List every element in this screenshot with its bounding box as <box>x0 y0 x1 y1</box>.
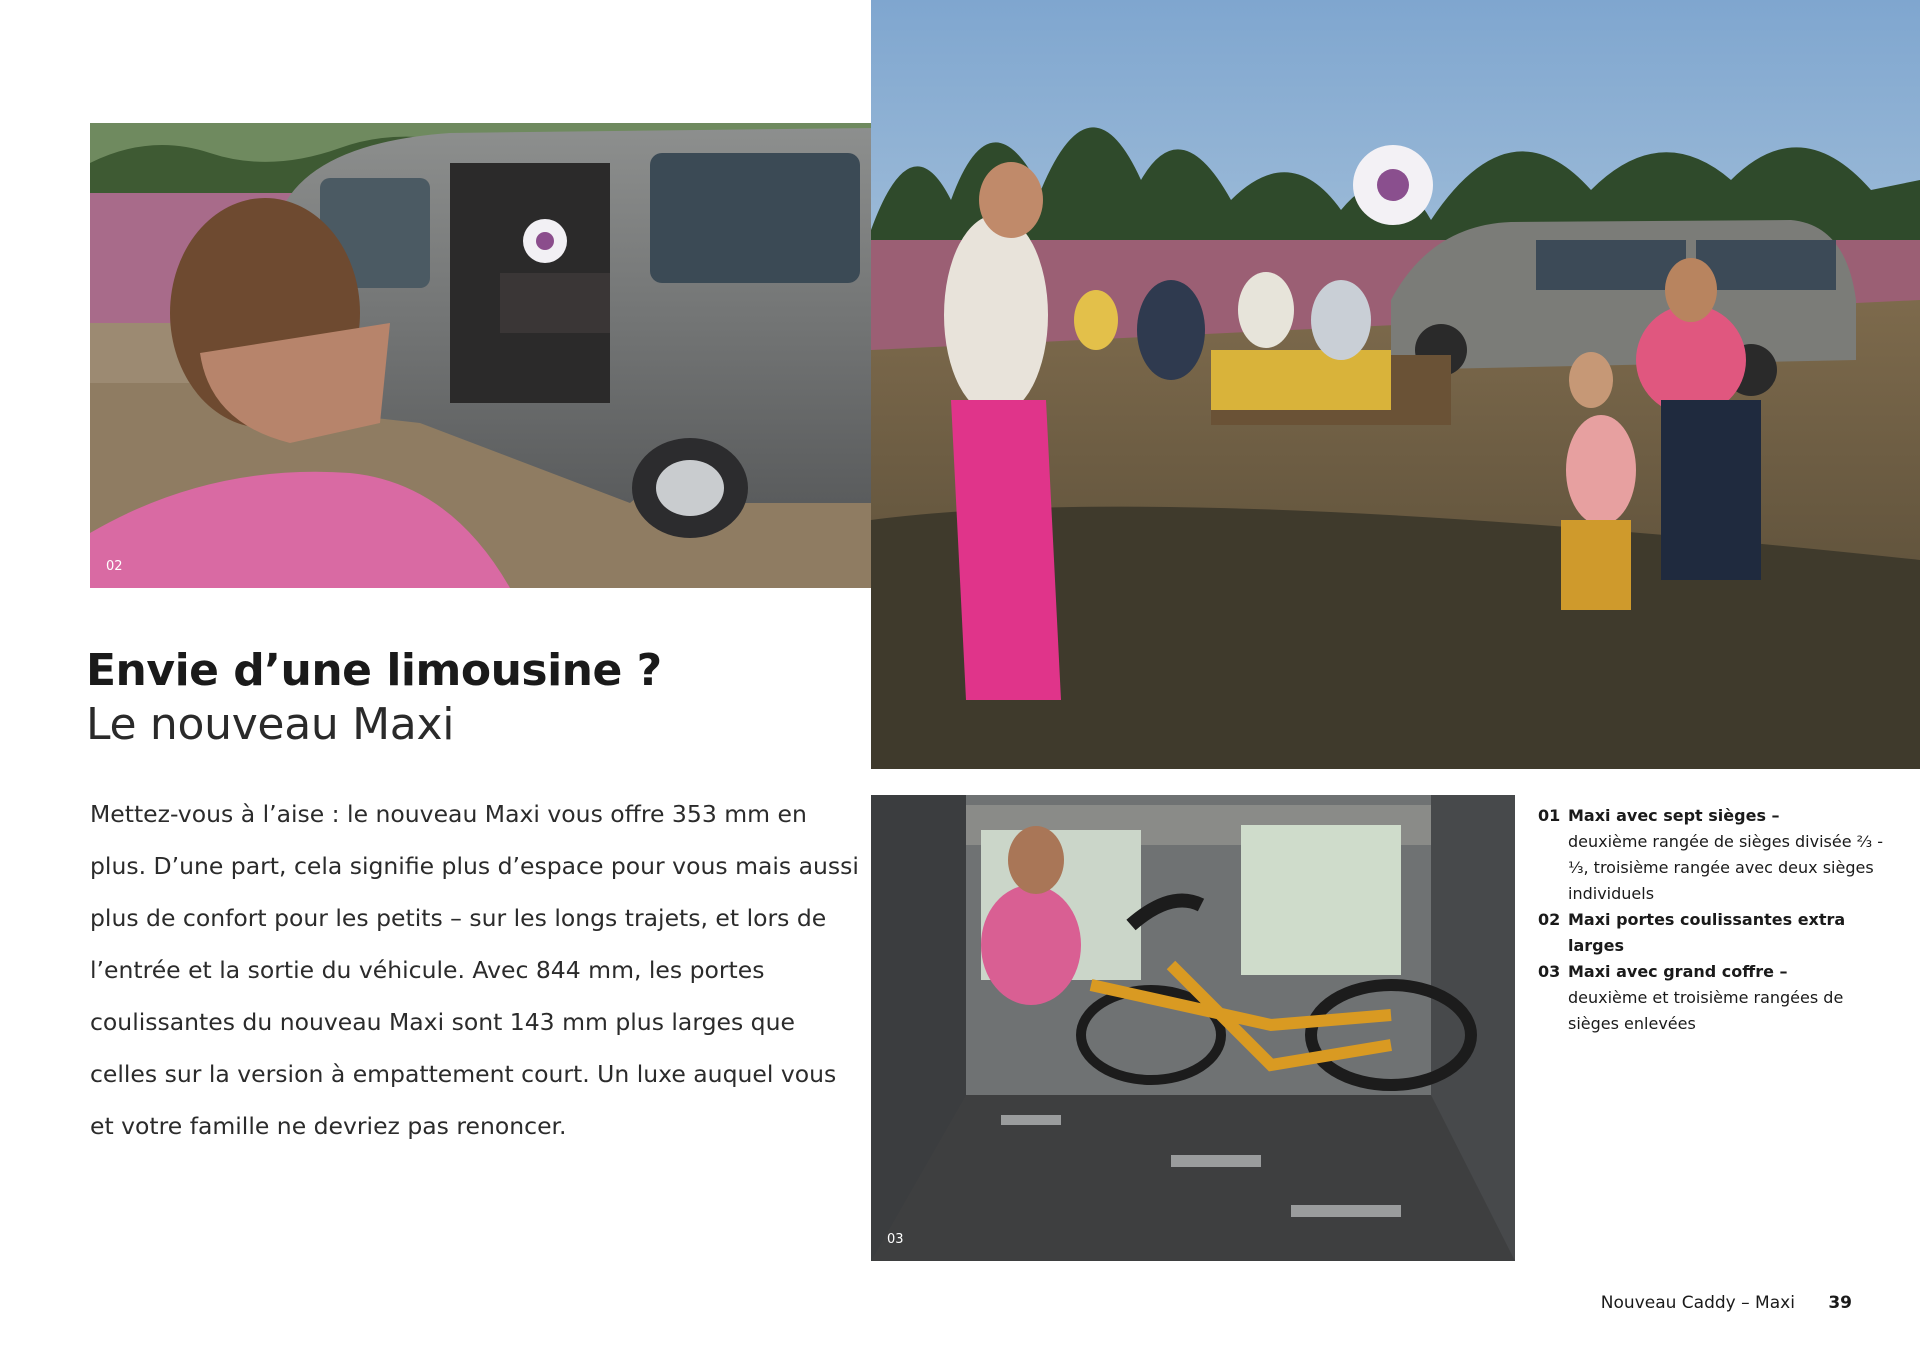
footer-label: Nouveau Caddy – Maxi <box>1600 1293 1795 1313</box>
caption-title: Maxi portes coulissantes extra larges <box>1568 910 1846 955</box>
heading-line-2: Le nouveau Maxi <box>86 699 455 750</box>
photo-captions <box>1538 803 1883 1037</box>
photo-cargo-bike-illustration <box>871 795 1515 1261</box>
caption-description: deuxième et troisième rangées de sièges enlevées <box>1568 988 1844 1033</box>
page-number: 39 <box>1828 1293 1852 1313</box>
caption-title: Maxi avec grand coffre – <box>1568 962 1788 981</box>
photo-number-03: 03 <box>887 1232 904 1247</box>
photo-cargo-bike <box>871 795 1515 1261</box>
caption-item <box>1538 803 1883 907</box>
heading-line-1: Envie d’une limousine ? <box>86 645 662 696</box>
caption-description: deuxième rangée de sièges divisée ⅔ - ⅓, troisième rangée avec deux sièges individuels <box>1568 832 1883 903</box>
photo-number-02: 02 <box>106 559 123 574</box>
page-footer <box>1601 1293 1852 1313</box>
photo-sliding-door-illustration <box>90 123 871 588</box>
caption-item <box>1538 907 1883 959</box>
caption-number: 03 <box>1538 962 1561 981</box>
caption-item <box>1538 959 1883 1037</box>
caption-number: 02 <box>1538 910 1561 929</box>
section-heading <box>86 644 846 752</box>
photo-sliding-door <box>90 123 871 588</box>
photo-family-picnic-illustration <box>871 0 1920 769</box>
photo-family-picnic <box>871 0 1920 769</box>
caption-number: 01 <box>1538 806 1561 825</box>
caption-title: Maxi avec sept sièges – <box>1568 806 1780 825</box>
body-paragraph: Mettez-vous à l’aise : le nouveau Maxi vous offre 353 mm en plus. D’une part, cela signifie plus d’espace pour vous mais aussi plus de confort pour les petits – sur les longs trajets, et lors de l’entrée et la sortie du véhicule. Avec 844 mm, les portes coulissantes du nouveau Maxi sont 143 mm plus larges que celles sur la version à empattement court. Un luxe auquel vous et votre famille ne devriez pas renoncer. <box>90 800 859 1140</box>
